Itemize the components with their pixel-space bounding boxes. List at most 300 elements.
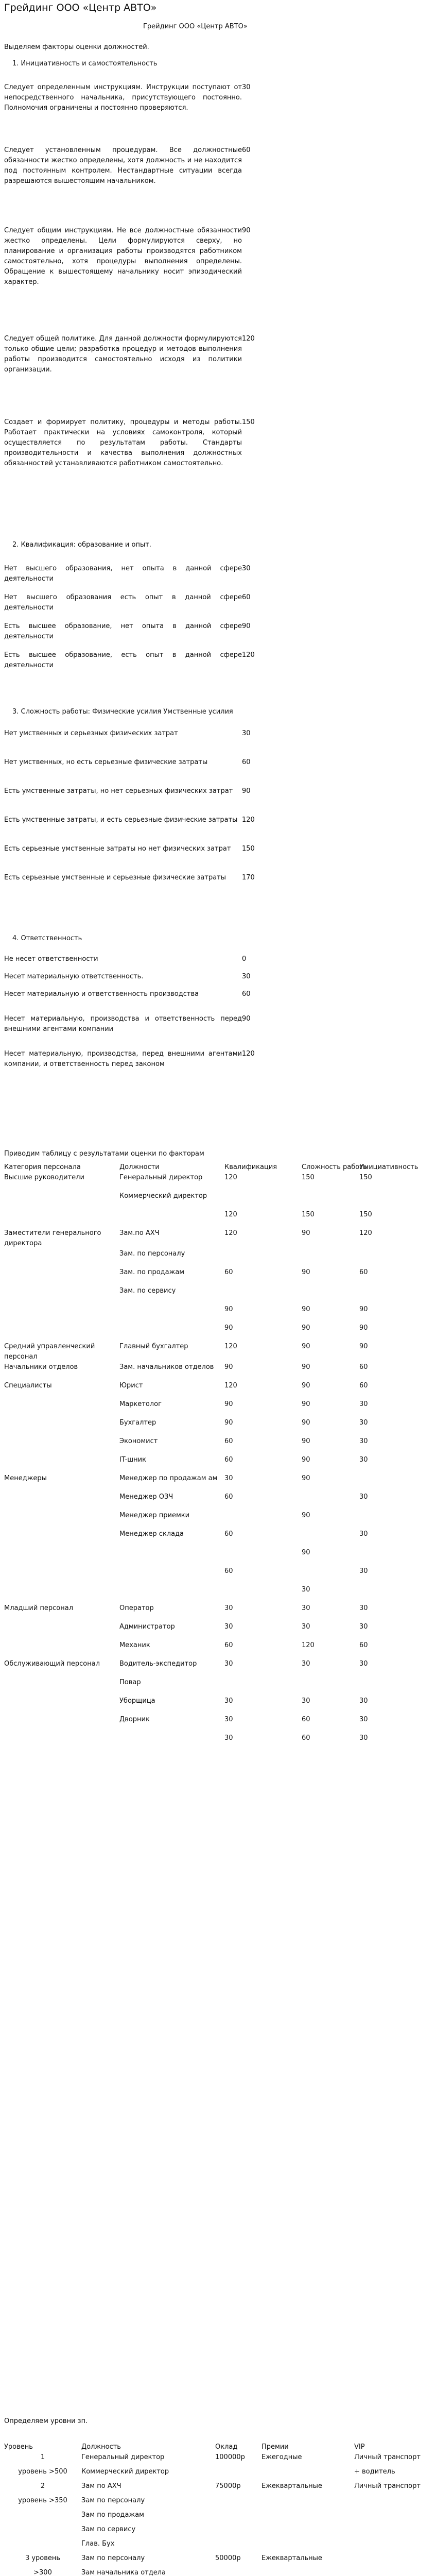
factor-results-table xyxy=(4,1162,436,1752)
bonus-cell: Ежегодные xyxy=(261,2453,302,2461)
table-row xyxy=(4,1585,436,1603)
table-row xyxy=(4,2496,436,2510)
table-row xyxy=(4,1492,436,1511)
factor-text: Нет высшего образования, нет опыта в данной сфере деятельности xyxy=(4,565,242,583)
factor-text: Следует установленным процедурам. Все должностные обязанности жестко определены, хотя должность и не находится под постоянным контролем. Нестандартные ситуации всегда разрешаются вышестоящим начальником. xyxy=(4,146,242,185)
category-cell: Обслуживающий персонал xyxy=(4,1660,100,1668)
column-header: Оклад xyxy=(215,2443,238,2451)
complexity-cell: 90 xyxy=(302,1400,310,1408)
position-cell: Генеральный директор xyxy=(81,2453,165,2461)
factor-text: Есть высшее образование, нет опыта в данной сфере деятельности xyxy=(4,622,242,640)
table-row xyxy=(4,1399,436,1418)
qualification-cell: 120 xyxy=(224,1229,237,1237)
factor-score: 150 xyxy=(242,845,255,853)
complexity-cell: 60 xyxy=(302,1716,310,1723)
qualification-cell: 60 xyxy=(224,1530,233,1538)
position-cell: Глав. Бух xyxy=(81,2540,115,2548)
initiative-cell xyxy=(359,1286,436,1304)
factor-text: Следует определенным инструкциям. Инструкции поступают от непосредственного начальника, присутствующего постоянно. Полномочия ограничены и постоянно проверяются. xyxy=(4,83,242,112)
complexity-cell xyxy=(302,1529,359,1548)
position-cell: Главный бухгалтер xyxy=(119,1343,188,1350)
factor-score: 90 xyxy=(242,227,251,234)
initiative-cell: 30 xyxy=(359,1530,368,1538)
category-cell: Менеджеры xyxy=(4,1475,47,1482)
factor-score: 120 xyxy=(242,816,255,824)
salary-cell: 100000р xyxy=(215,2453,245,2461)
complexity-cell: 90 xyxy=(302,1382,310,1389)
initiative-cell: 30 xyxy=(359,1734,368,1742)
column-header: Премии xyxy=(261,2443,289,2451)
salary-levels-table xyxy=(4,2442,436,2576)
column-header: Должности xyxy=(119,1163,160,1171)
vip-cell xyxy=(354,2510,436,2524)
table-row xyxy=(4,1529,436,1548)
table-row xyxy=(4,1566,436,1585)
qualification-cell: 30 xyxy=(224,1697,233,1705)
category-cell: Младший персонал xyxy=(4,1604,74,1612)
category-cell xyxy=(4,1640,119,1659)
table-row xyxy=(4,1603,436,1622)
initiative-cell: 30 xyxy=(359,1604,368,1612)
initiative-cell: 60 xyxy=(359,1641,368,1649)
salary-cell xyxy=(215,2524,261,2539)
bonus-cell xyxy=(261,2496,354,2510)
table-row xyxy=(4,2481,436,2496)
qualification-cell xyxy=(224,1249,302,1267)
bonus-cell: Ежеквартальные xyxy=(261,2482,322,2490)
complexity-cell xyxy=(302,1492,359,1511)
section-heading: 2. Квалификация: образование и опыт. xyxy=(12,541,151,549)
position-cell: Уборщица xyxy=(119,1697,155,1705)
factor-score: 120 xyxy=(242,1050,255,1058)
category-cell xyxy=(4,1286,119,1304)
qualification-cell: 30 xyxy=(224,1660,233,1668)
category-cell xyxy=(4,1622,119,1640)
salary-cell xyxy=(215,2510,261,2524)
factor-text: Следует общей политике. Для данной должности формулируются только общие цели; разработка процедур и методов выполнения работы производится самостоятельно исходя из политики организации. xyxy=(4,335,242,374)
vip-cell xyxy=(354,2524,436,2539)
category-cell xyxy=(4,1733,119,1752)
bonus-cell xyxy=(261,2539,354,2553)
factor-score: 90 xyxy=(242,1015,251,1023)
salary-cell xyxy=(215,2467,261,2481)
factor-score: 30 xyxy=(242,83,251,91)
table-row xyxy=(4,1210,436,1228)
column-header: Должность xyxy=(81,2443,121,2451)
vip-cell: + водитель xyxy=(354,2468,395,2476)
position-cell: Менеджер склада xyxy=(119,1530,184,1538)
position-cell: Зам по сервису xyxy=(81,2526,136,2533)
column-header: Категория персонала xyxy=(4,1163,81,1171)
initiative-cell: 30 xyxy=(359,1716,368,1723)
complexity-cell: 90 xyxy=(302,1419,310,1427)
factor-score: 120 xyxy=(242,335,255,343)
complexity-cell xyxy=(302,1566,359,1585)
qualification-cell: 90 xyxy=(224,1363,233,1371)
category-cell xyxy=(4,1529,119,1548)
qualification-cell: 120 xyxy=(224,1343,237,1350)
initiative-cell: 90 xyxy=(359,1343,368,1350)
position-cell xyxy=(119,1566,224,1585)
complexity-cell: 90 xyxy=(302,1306,310,1313)
position-cell: Повар xyxy=(119,1679,141,1686)
initiative-cell: 60 xyxy=(359,1363,368,1371)
vip-cell xyxy=(354,2553,436,2568)
position-cell: Дворник xyxy=(119,1716,150,1723)
salary-cell xyxy=(215,2496,261,2510)
qualification-cell xyxy=(224,1548,302,1566)
qualification-cell xyxy=(224,1677,302,1696)
qualification-cell xyxy=(224,1286,302,1304)
table-row xyxy=(4,1323,436,1342)
table-row xyxy=(4,1659,436,1677)
table-row xyxy=(4,1342,436,1362)
category-cell: Высшие руководители xyxy=(4,1174,84,1181)
vip-cell xyxy=(354,2496,436,2510)
factor-text: Есть умственные затраты, и есть серьезные физические затраты xyxy=(4,816,238,824)
initiative-cell: 30 xyxy=(359,1400,368,1408)
table-row xyxy=(4,1548,436,1566)
factor-text: Следует общим инструкциям. Не все должностные обязанности жестко определены. Цели формулируются сверху, но планирование и организация работы производятся работником самостоятельно, хотя процедуры выполнения определены. Обращение к вышестоящему начальнику носит эпизодический характер. xyxy=(4,227,242,286)
table-row xyxy=(4,1473,436,1492)
table-row xyxy=(4,2467,436,2481)
category-cell xyxy=(4,1566,119,1585)
table-row xyxy=(4,2539,436,2553)
category-cell xyxy=(4,1304,119,1323)
qualification-cell xyxy=(224,1511,302,1529)
position-cell: Оператор xyxy=(119,1604,154,1612)
position-cell: Зам по персоналу xyxy=(81,2554,145,2562)
complexity-cell: 90 xyxy=(302,1268,310,1276)
position-cell: Экономист xyxy=(119,1437,158,1445)
position-cell xyxy=(119,1210,224,1228)
column-header: Инициативность xyxy=(359,1163,418,1171)
position-cell: Зам. по персоналу xyxy=(119,1250,185,1258)
factor-score: 120 xyxy=(242,651,255,659)
table-row xyxy=(4,2524,436,2539)
factor-text: Есть умственные затраты, но нет серьезных физических затрат xyxy=(4,787,233,795)
complexity-cell: 90 xyxy=(302,1229,310,1237)
column-header: VIP xyxy=(354,2443,365,2451)
category-cell xyxy=(4,1249,119,1267)
complexity-cell xyxy=(302,1249,359,1267)
initiative-cell: 30 xyxy=(359,1660,368,1668)
complexity-cell: 90 xyxy=(302,1456,310,1464)
position-cell: Зам. по продажам xyxy=(119,1268,185,1276)
initiative-cell xyxy=(359,1191,436,1210)
complexity-cell: 30 xyxy=(302,1697,310,1705)
table-row xyxy=(4,1362,436,1381)
section-heading: 4. Ответственность xyxy=(12,935,82,942)
complexity-cell xyxy=(302,1677,359,1696)
factor-score: 30 xyxy=(242,973,251,980)
level-cell: 3 уровень xyxy=(25,2554,61,2562)
position-cell: Зам. начальников отделов xyxy=(119,1363,214,1371)
initiative-cell xyxy=(359,1677,436,1696)
level-cell xyxy=(4,2524,81,2539)
category-cell: Специалисты xyxy=(4,1382,52,1389)
table-row xyxy=(4,2568,436,2576)
initiative-cell xyxy=(359,1249,436,1267)
initiative-cell: 30 xyxy=(359,1623,368,1631)
complexity-cell: 60 xyxy=(302,1734,310,1742)
qualification-cell: 60 xyxy=(224,1641,233,1649)
vip-cell xyxy=(354,2568,436,2576)
initiative-cell: 30 xyxy=(359,1493,368,1501)
qualification-cell: 90 xyxy=(224,1419,233,1427)
category-cell xyxy=(4,1548,119,1566)
position-cell: Менеджер ОЗЧ xyxy=(119,1493,173,1501)
factor-score: 150 xyxy=(242,418,255,426)
complexity-cell: 150 xyxy=(302,1211,315,1218)
bonus-cell xyxy=(261,2510,354,2524)
initiative-cell: 30 xyxy=(359,1456,368,1464)
initiative-cell: 120 xyxy=(359,1229,372,1237)
factor-text: Несет материальную, производства, перед внешними агентами компании, и ответственность перед законом xyxy=(4,1050,242,1068)
category-cell xyxy=(4,1418,119,1436)
table-row xyxy=(4,2452,436,2467)
table-row xyxy=(4,1511,436,1529)
factor-text: Несет материальную, производства и ответственность перед внешними агентами компании xyxy=(4,1015,242,1033)
category-cell xyxy=(4,1210,119,1228)
factor-score: 60 xyxy=(242,146,251,154)
complexity-cell xyxy=(302,1286,359,1304)
table-caption: Определяем уровни зп. xyxy=(4,2417,88,2425)
qualification-cell: 60 xyxy=(224,1437,233,1445)
qualification-cell: 60 xyxy=(224,1268,233,1276)
factor-score: 0 xyxy=(242,955,247,963)
position-cell: Механик xyxy=(119,1641,150,1649)
complexity-cell: 150 xyxy=(302,1174,315,1181)
position-cell: Водитель-экспедитор xyxy=(119,1660,197,1668)
initiative-cell xyxy=(359,1511,436,1529)
category-cell xyxy=(4,1436,119,1455)
factor-score: 90 xyxy=(242,787,251,795)
position-cell: Зам по АХЧ xyxy=(81,2482,121,2490)
category-cell: Заместители генерального директора xyxy=(4,1229,101,1247)
table-row xyxy=(4,2553,436,2568)
factor-text: Нет умственных и серьезных физических затрат xyxy=(4,730,178,737)
factor-score: 60 xyxy=(242,990,251,998)
page-subtitle: Грейдинг ООО «Центр АВТО» xyxy=(143,23,248,30)
factor-score: 30 xyxy=(242,565,251,572)
position-cell: Менеджер приемки xyxy=(119,1512,190,1519)
position-cell: Бухгалтер xyxy=(119,1419,156,1427)
position-cell: Зам. по сервису xyxy=(119,1287,176,1295)
complexity-cell: 90 xyxy=(302,1363,310,1371)
complexity-cell: 90 xyxy=(302,1343,310,1350)
qualification-cell: 30 xyxy=(224,1475,233,1482)
position-cell: Коммерческий директор xyxy=(119,1192,207,1200)
position-cell: Зам по персоналу xyxy=(81,2497,145,2504)
factor-score: 60 xyxy=(242,594,251,601)
factor-text: Нет высшего образования есть опыт в данной сфере деятельности xyxy=(4,594,242,612)
complexity-cell: 90 xyxy=(302,1512,310,1519)
initiative-cell xyxy=(359,1548,436,1566)
category-cell: Средний управленческий персонал xyxy=(4,1343,95,1361)
bonus-cell xyxy=(261,2568,354,2576)
level-cell: уровень >500 xyxy=(18,2468,67,2476)
factor-text: Есть серьезные умственные и серьезные физические затраты xyxy=(4,874,226,882)
initiative-cell: 60 xyxy=(359,1382,368,1389)
position-cell: Администратор xyxy=(119,1623,175,1631)
factor-text: Несет материальную ответственность. xyxy=(4,973,144,980)
table-row xyxy=(4,1286,436,1304)
level-cell: 1 xyxy=(40,2453,45,2461)
bonus-cell: Ежеквартальные xyxy=(261,2554,322,2562)
complexity-cell: 30 xyxy=(302,1660,310,1668)
table-row xyxy=(4,1249,436,1267)
vip-cell xyxy=(354,2539,436,2553)
qualification-cell: 120 xyxy=(224,1174,237,1181)
category-cell: Начальники отделов xyxy=(4,1363,78,1371)
table-row xyxy=(4,1418,436,1436)
qualification-cell: 90 xyxy=(224,1324,233,1332)
intro-text: Выделяем факторы оценки должностей. xyxy=(4,43,149,51)
position-cell: Зам начальника отдела xyxy=(81,2569,166,2576)
qualification-cell: 30 xyxy=(224,1734,233,1742)
complexity-cell xyxy=(302,1191,359,1210)
table-row xyxy=(4,1677,436,1696)
position-cell: Менеджер по продажам ам xyxy=(119,1475,218,1482)
table-row xyxy=(4,1696,436,1715)
complexity-cell: 30 xyxy=(302,1604,310,1612)
category-cell xyxy=(4,1585,119,1603)
qualification-cell: 30 xyxy=(224,1716,233,1723)
salary-cell: 50000р xyxy=(215,2554,241,2562)
table-row xyxy=(4,1715,436,1733)
vip-cell: Личный транспорт xyxy=(354,2482,421,2490)
table-row xyxy=(4,1622,436,1640)
qualification-cell: 90 xyxy=(224,1400,233,1408)
initiative-cell: 150 xyxy=(359,1211,372,1218)
position-cell xyxy=(119,1548,224,1566)
qualification-cell: 120 xyxy=(224,1211,237,1218)
table-row xyxy=(4,1381,436,1399)
initiative-cell: 30 xyxy=(359,1567,368,1575)
factor-text: Нет умственных, но есть серьезные физические затраты xyxy=(4,758,208,766)
factor-text: Несет материальную и ответственность производства xyxy=(4,990,199,998)
level-cell: 2 xyxy=(40,2482,45,2490)
qualification-cell: 60 xyxy=(224,1456,233,1464)
table-row xyxy=(4,1228,436,1249)
table-row xyxy=(4,1733,436,1752)
table-row xyxy=(4,1640,436,1659)
salary-cell: 75000р xyxy=(215,2482,241,2490)
initiative-cell: 90 xyxy=(359,1324,368,1332)
initiative-cell xyxy=(359,1473,436,1492)
column-header: Уровень xyxy=(4,2443,33,2451)
factor-text: Есть высшее образование, есть опыт в данной сфере деятельности xyxy=(4,651,242,669)
factor-text: Не несет ответственности xyxy=(4,955,98,963)
bonus-cell xyxy=(261,2524,354,2539)
category-cell xyxy=(4,1715,119,1733)
category-cell xyxy=(4,1696,119,1715)
salary-cell xyxy=(215,2539,261,2553)
category-cell xyxy=(4,1399,119,1418)
category-cell xyxy=(4,1267,119,1286)
position-cell: Зам.по АХЧ xyxy=(119,1229,160,1237)
initiative-cell xyxy=(359,1585,436,1603)
factor-text: Создает и формирует политику, процедуры и методы работы. Работает практически на условиях самоконтроля, который осуществляется по результатам работы. Стандарты производительности и качества выполнения должностных обязанностей устанавливаются работником самостоятельно. xyxy=(4,418,242,467)
qualification-cell: 30 xyxy=(224,1623,233,1631)
level-cell: уровень >350 xyxy=(18,2497,67,2504)
initiative-cell: 90 xyxy=(359,1306,368,1313)
initiative-cell: 150 xyxy=(359,1174,372,1181)
position-cell xyxy=(119,1733,224,1752)
section-heading: 3. Сложность работы: Физические усилия Умственные усилия xyxy=(12,708,233,716)
position-cell: Коммерческий директор xyxy=(81,2468,169,2476)
qualification-cell xyxy=(224,1585,302,1603)
complexity-cell: 30 xyxy=(302,1623,310,1631)
factor-score: 170 xyxy=(242,874,255,882)
complexity-cell: 30 xyxy=(302,1586,310,1594)
category-cell xyxy=(4,1323,119,1342)
position-cell xyxy=(119,1585,224,1603)
position-cell xyxy=(119,1323,224,1342)
complexity-cell: 90 xyxy=(302,1437,310,1445)
complexity-cell: 90 xyxy=(302,1475,310,1482)
qualification-cell: 30 xyxy=(224,1604,233,1612)
table-row xyxy=(4,1304,436,1323)
complexity-cell: 120 xyxy=(302,1641,315,1649)
table-row xyxy=(4,1267,436,1286)
category-cell xyxy=(4,1511,119,1529)
level-cell xyxy=(4,2510,81,2524)
position-cell: IT-шник xyxy=(119,1456,146,1464)
category-cell xyxy=(4,1455,119,1473)
initiative-cell: 30 xyxy=(359,1419,368,1427)
factor-score: 60 xyxy=(242,758,251,766)
qualification-cell: 120 xyxy=(224,1382,237,1389)
qualification-cell: 60 xyxy=(224,1567,233,1575)
table-row xyxy=(4,1191,436,1210)
qualification-cell xyxy=(224,1191,302,1210)
position-cell: Юрист xyxy=(119,1382,143,1389)
page-title: Грейдинг ООО «Центр АВТО» xyxy=(4,2,157,13)
position-cell xyxy=(119,1304,224,1323)
qualification-cell: 90 xyxy=(224,1306,233,1313)
qualification-cell: 60 xyxy=(224,1493,233,1501)
level-cell xyxy=(4,2539,81,2553)
table-caption: Приводим таблицу с результатами оценки по факторам xyxy=(4,1150,204,1158)
position-cell: Зам по продажам xyxy=(81,2511,144,2519)
position-cell: Маркетолог xyxy=(119,1400,162,1408)
initiative-cell: 60 xyxy=(359,1268,368,1276)
salary-cell xyxy=(215,2568,261,2576)
factor-score: 30 xyxy=(242,730,251,737)
bonus-cell xyxy=(261,2467,354,2481)
table-row xyxy=(4,2510,436,2524)
section-heading: 1. Инициативность и самостоятельность xyxy=(12,60,158,67)
table-row xyxy=(4,1436,436,1455)
category-cell xyxy=(4,1677,119,1696)
category-cell xyxy=(4,1492,119,1511)
factor-score: 90 xyxy=(242,622,251,630)
complexity-cell: 90 xyxy=(302,1549,310,1556)
initiative-cell: 30 xyxy=(359,1697,368,1705)
level-cell: >300 xyxy=(33,2569,52,2576)
column-header: Квалификация xyxy=(224,1163,277,1171)
complexity-cell: 90 xyxy=(302,1324,310,1332)
factor-text: Есть серьезные умственные затраты но нет физических затрат xyxy=(4,845,231,853)
position-cell: Генеральный директор xyxy=(119,1174,203,1181)
initiative-cell: 30 xyxy=(359,1437,368,1445)
table-row xyxy=(4,1173,436,1191)
column-header: Сложность работы xyxy=(302,1163,369,1171)
table-row xyxy=(4,1455,436,1473)
vip-cell: Личный транспорт xyxy=(354,2453,421,2461)
